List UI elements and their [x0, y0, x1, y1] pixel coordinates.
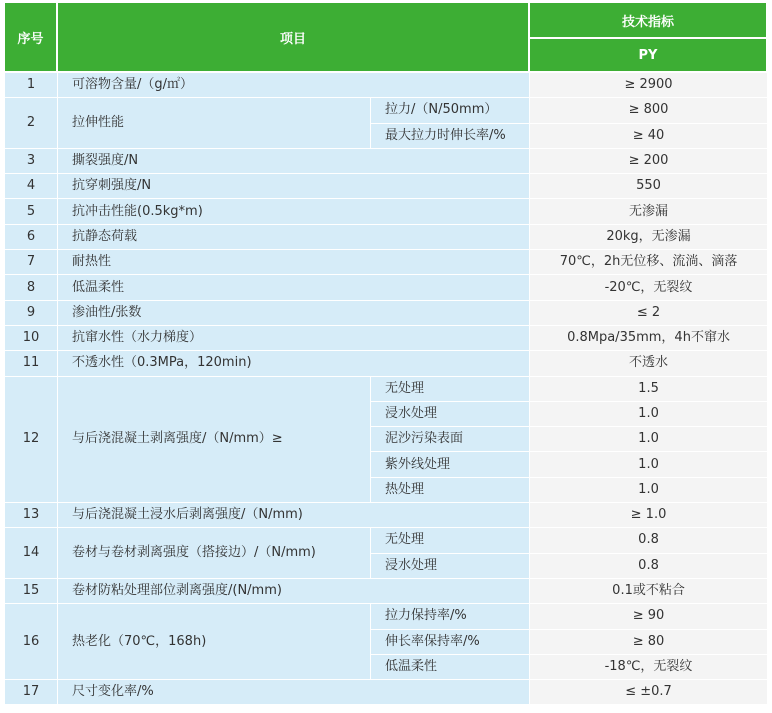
- table-row: [5, 149, 768, 174]
- row-number: 9: [5, 301, 58, 326]
- row-value: ≥ 1.0: [530, 503, 768, 528]
- row-number: 12: [5, 377, 58, 503]
- row-item: 可溶物含量/（g/㎡）: [58, 73, 530, 98]
- table-row: [5, 680, 768, 705]
- row-number: 15: [5, 579, 58, 604]
- table-row: [5, 326, 768, 351]
- row-number: 11: [5, 351, 58, 376]
- spec-table: [5, 3, 768, 705]
- row-number: 16: [5, 604, 58, 680]
- row-value: 20kg，无渗漏: [530, 225, 768, 250]
- table-row: [5, 225, 768, 250]
- row-value: 1.0: [530, 427, 768, 452]
- table-row: [5, 377, 768, 402]
- header-item: 项目: [58, 3, 530, 73]
- row-sub-item: 低温柔性: [371, 655, 530, 680]
- row-value: ≥ 200: [530, 149, 768, 174]
- row-item: 与后浇混凝土浸水后剥离强度/（N/mm): [58, 503, 530, 528]
- row-value: 1.0: [530, 478, 768, 503]
- table-row: [5, 199, 768, 224]
- row-number: 3: [5, 149, 58, 174]
- row-item: 抗冲击性能(0.5kg*m): [58, 199, 530, 224]
- row-value: 1.5: [530, 377, 768, 402]
- row-value: 70℃，2h无位移、流淌、滴落: [530, 250, 768, 275]
- row-sub-item: 无处理: [371, 377, 530, 402]
- row-sub-item: 浸水处理: [371, 402, 530, 427]
- row-sub-item: 伸长率保持率/%: [371, 630, 530, 655]
- row-value: 不透水: [530, 351, 768, 376]
- row-item: 撕裂强度/N: [58, 149, 530, 174]
- row-item: 耐热性: [58, 250, 530, 275]
- table-body: [5, 73, 768, 705]
- row-sub-item: 最大拉力时伸长率/%: [371, 124, 530, 149]
- row-value: -20℃，无裂纹: [530, 275, 768, 300]
- row-value: 1.0: [530, 452, 768, 477]
- row-item: 卷材与卷材剥离强度（搭接边）/（N/mm): [58, 528, 371, 579]
- row-number: 6: [5, 225, 58, 250]
- spec-table-container: [5, 3, 768, 705]
- row-sub-item: 拉力保持率/%: [371, 604, 530, 629]
- header-type: PY: [530, 39, 768, 73]
- header-tech: 技术指标: [530, 3, 768, 39]
- row-value: 0.8: [530, 528, 768, 553]
- row-sub-item: 泥沙污染表面: [371, 427, 530, 452]
- header-no: 序号: [5, 3, 58, 73]
- row-item: 抗静态荷载: [58, 225, 530, 250]
- table-row: [5, 351, 768, 376]
- row-sub-item: 浸水处理: [371, 554, 530, 579]
- table-row: [5, 301, 768, 326]
- row-number: 1: [5, 73, 58, 98]
- row-value: ≥ 80: [530, 630, 768, 655]
- table-row: [5, 250, 768, 275]
- row-sub-item: 拉力/（N/50mm）: [371, 98, 530, 123]
- row-number: 13: [5, 503, 58, 528]
- row-value: 550: [530, 174, 768, 199]
- row-value: ≥ 2900: [530, 73, 768, 98]
- row-number: 8: [5, 275, 58, 300]
- row-item: 不透水性（0.3MPa，120min): [58, 351, 530, 376]
- row-item: 渗油性/张数: [58, 301, 530, 326]
- row-value: 0.1或不粘合: [530, 579, 768, 604]
- row-item: 尺寸变化率/%: [58, 680, 530, 705]
- table-row: [5, 73, 768, 98]
- row-item: 抗穿刺强度/N: [58, 174, 530, 199]
- row-value: -18℃，无裂纹: [530, 655, 768, 680]
- row-value: 1.0: [530, 402, 768, 427]
- row-value: 0.8Mpa/35mm，4h不窜水: [530, 326, 768, 351]
- table-row: [5, 174, 768, 199]
- table-row: [5, 579, 768, 604]
- row-item: 热老化（70℃，168h): [58, 604, 371, 680]
- row-item: 卷材防粘处理部位剥离强度/(N/mm): [58, 579, 530, 604]
- row-value: ≥ 800: [530, 98, 768, 123]
- table-row: [5, 528, 768, 553]
- row-value: 0.8: [530, 554, 768, 579]
- row-number: 7: [5, 250, 58, 275]
- row-sub-item: 紫外线处理: [371, 452, 530, 477]
- row-item: 与后浇混凝土剥离强度/（N/mm）≥: [58, 377, 371, 503]
- row-number: 10: [5, 326, 58, 351]
- row-item: 低温柔性: [58, 275, 530, 300]
- row-sub-item: 热处理: [371, 478, 530, 503]
- table-row: [5, 98, 768, 123]
- row-number: 17: [5, 680, 58, 705]
- row-number: 14: [5, 528, 58, 579]
- row-value: ≥ 40: [530, 124, 768, 149]
- row-number: 2: [5, 98, 58, 149]
- table-row: [5, 604, 768, 629]
- row-value: 无渗漏: [530, 199, 768, 224]
- table-row: [5, 275, 768, 300]
- row-value: ≤ ±0.7: [530, 680, 768, 705]
- row-sub-item: 无处理: [371, 528, 530, 553]
- row-value: ≥ 90: [530, 604, 768, 629]
- table-row: [5, 503, 768, 528]
- row-item: 拉伸性能: [58, 98, 371, 149]
- row-item: 抗窜水性（水力梯度）: [58, 326, 530, 351]
- header-row-1: [5, 3, 768, 39]
- row-number: 5: [5, 199, 58, 224]
- row-value: ≤ 2: [530, 301, 768, 326]
- row-number: 4: [5, 174, 58, 199]
